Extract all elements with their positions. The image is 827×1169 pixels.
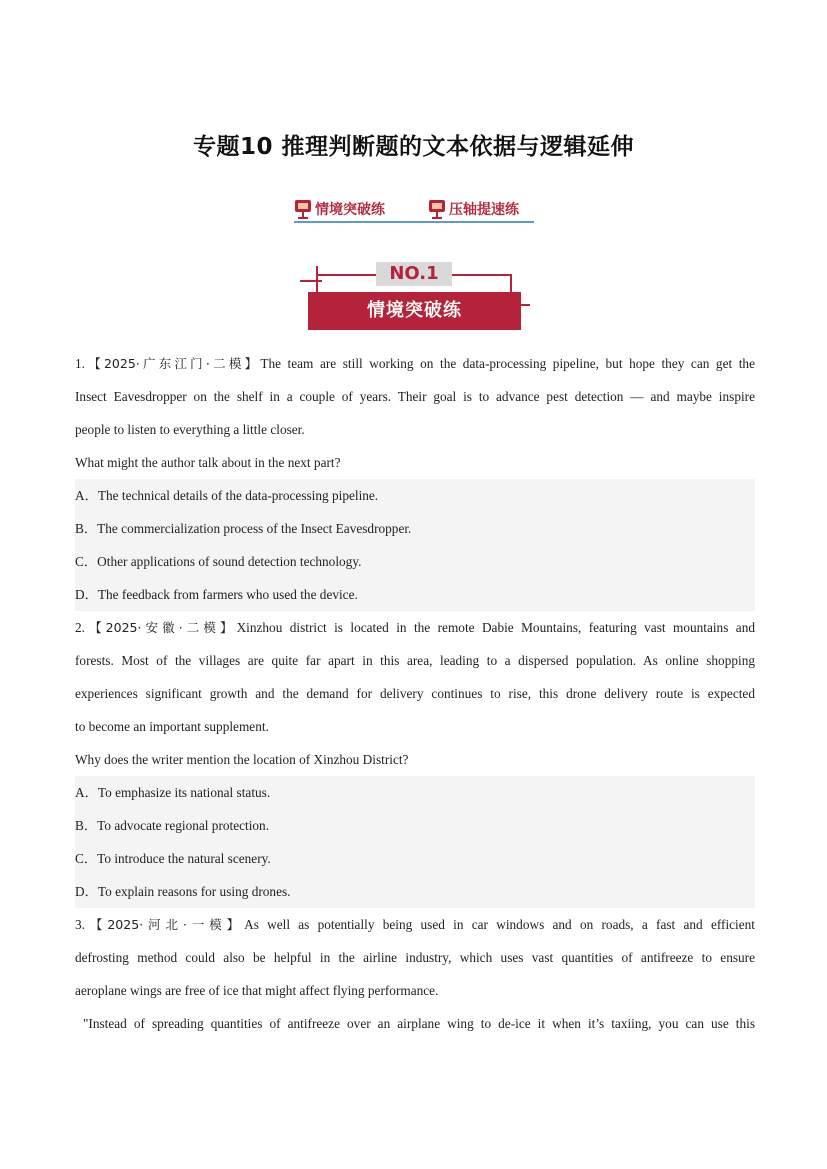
- banner-tick-left: [300, 280, 322, 282]
- option-c: C．Other applications of sound detection technology.: [75, 545, 755, 578]
- section-nav: [294, 198, 534, 224]
- easel-icon: [294, 199, 312, 219]
- passage-line: people to listen to everything a little closer.: [75, 422, 305, 437]
- option-a: A．To emphasize its national status.: [75, 776, 755, 809]
- option-c: C．To introduce the natural scenery.: [75, 842, 755, 875]
- question-2-line-1: [75, 611, 755, 644]
- passage-line: Insect Eavesdropper on the shelf in a couple of years. Their goal is to advance pest detection — and maybe inspire: [75, 389, 755, 404]
- passage-text: Xinzhou district is located in the remote Dabie Mountains, featuring vast mountains and: [236, 620, 755, 635]
- passage-line: experiences significant growth and the demand for delivery continues to rise, this drone delivery route is expected: [75, 686, 755, 701]
- question-number: 3.: [75, 917, 85, 932]
- banner-line-right: [452, 274, 512, 276]
- section-number: NO.1: [376, 262, 452, 286]
- passage-line: defrosting method could also be helpful in the airline industry, which uses vast quantities of antifreeze to ensure: [75, 950, 755, 965]
- section-banner: [300, 258, 530, 334]
- passage-line: "Instead of spreading quantities of antifreeze over an airplane wing to de-ice it when it’s taxiing, you can use this: [83, 1016, 755, 1031]
- question-source: 【2025·广东江门·二模】: [84, 356, 261, 371]
- question-prompt: What might the author talk about in the next part?: [75, 455, 341, 470]
- option-d: D．The feedback from farmers who used the device.: [75, 578, 755, 611]
- question-3-line-1: [75, 908, 755, 941]
- question-number: 2.: [75, 620, 85, 635]
- easel-icon: [428, 199, 446, 219]
- passage-line: aeroplane wings are free of ice that might affect flying performance.: [75, 983, 439, 998]
- question-prompt: Why does the writer mention the location of Xinzhou District?: [75, 752, 409, 767]
- passage-text: As well as potentially being used in car windows and on roads, a fast and efficient: [244, 917, 755, 932]
- nav-link-situational[interactable]: [294, 198, 385, 220]
- question-source: 【2025·河北·一模】: [84, 917, 245, 932]
- banner-line-left-vertical: [316, 266, 318, 292]
- banner-line-left: [316, 274, 376, 276]
- option-a: A．The technical details of the data-processing pipeline.: [75, 479, 755, 512]
- question-number: 1.: [75, 356, 85, 371]
- option-b: B．To advocate regional protection.: [75, 809, 755, 842]
- passage-line: forests. Most of the villages are quite far apart in this area, leading to a dispersed population. As online shopping: [75, 653, 755, 668]
- nav-link-situational-label: 情境突破练: [315, 202, 385, 218]
- question-source: 【2025·安徽·二模】: [84, 620, 237, 635]
- banner-line-right-vertical: [510, 274, 512, 292]
- nav-link-final[interactable]: [428, 198, 519, 220]
- nav-link-final-label: 压轴提速练: [449, 202, 519, 218]
- question-1-line-1: [75, 347, 755, 380]
- passage-line: to become an important supplement.: [75, 719, 269, 734]
- page-title: 专题10 推理判断题的文本依据与逻辑延伸: [192, 134, 634, 160]
- section-label: 情境突破练: [308, 292, 521, 330]
- option-d: D．To explain reasons for using drones.: [75, 875, 755, 908]
- questions-content: [75, 347, 755, 1040]
- option-b: B．The commercialization process of the Insect Eavesdropper.: [75, 512, 755, 545]
- nav-underline: [294, 221, 534, 223]
- passage-text: The team are still working on the data-processing pipeline, but hope they can get the: [260, 356, 755, 371]
